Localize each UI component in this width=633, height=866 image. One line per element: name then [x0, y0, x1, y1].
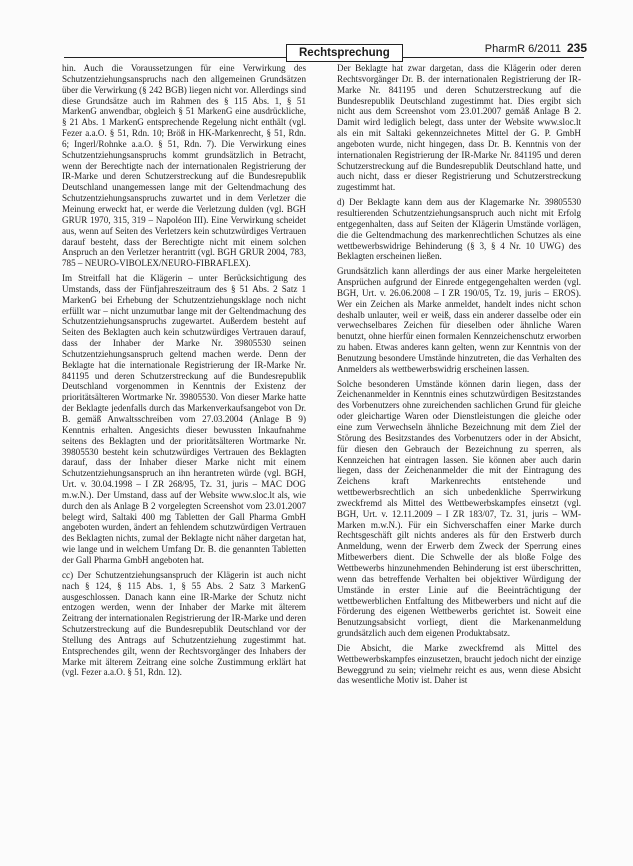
paragraph: Im Streitfall hat die Klägerin – unter Berücksichtigung des Umstands, dass der Fünfjahreszeitraum des § 51 Abs. 2 Satz 1 MarkenG bei Erhebung der Schutzentziehungsklage noch nicht erfüllt war – nicht unzumutbar lange mit der Geltendmachung des Schutzentziehungsanspruchs zugewartet. Außerdem besteht auf Seiten des Beklagten auch kein schutzwürdiges Vertrauen darauf, dass der Inhaber der Marke Nr. 39805530 seinen Schutzentziehungsanspruch geltend machen werde. Denn der Beklagte hat die internationale Registrierung der IR-Marke Nr. 841195 und deren Schutzerstreckung auf die Bundesrepublik Deutschland vorgenommen in Kenntnis der Existenz der prioritätsälteren Wortmarke Nr. 39805530. Von dieser Marke hatte der Beklagte jedenfalls durch das Markenverkaufsangebot von Dr. B. gemäß Anwaltsschreiben vom 27.03.2004 (Anlage B 9) Kenntnis erhalten. Angesichts dieser bewussten Inkaufnahme seitens des Beklagten und der prioritätsälteren Wortmarke Nr. 39805530 besteht kein schutzwürdiges Vertrauen des Beklagten darauf, dass der Inhaber dieser Marke nicht mit einem Schutzentziehungsanspruch an ihn herantreten würde (vgl. BGH, Urt. v. 30.04.1998 – I ZR 268/95, Tz. 31, juris – MAC DOG m.w.N.). Der Umstand, dass auf der Website www.sloc.lt als, wie durch den als Anlage B 2 vorgelegten Screenshot vom 23.01.2007 belegt wird, Saltaki 400 mg Tabletten der Gall Pharma GmbH angeboten wurden, ändert an fehlendem schutzwürdigen Vertrauen des Beklagten nichts, zumal der Beklagte nicht näher dargetan hat, wie lange und in welchem Umfang Dr. B. die genannten Tabletten der Gall Pharma GmbH angeboten hat. [62, 273, 306, 565]
paragraph: Solche besonderen Umstände können darin liegen, dass der Zeichenanmelder in Kenntnis eines schutzwürdigen Besitzstandes des Vorbenutzers ohne zureichenden sachlichen Grund für gleiche oder gleichartige Waren oder Dienstleistungen die gleiche oder eine zum Verwechseln ähnliche Bezeichnung mit dem Ziel der Störung des Besitzstandes des Vorbenutzers oder in der Absicht, für diesen den Gebrauch der Bezeichnung zu sperren, als Kennzeichen hat eintragen lassen. Sie können aber auch darin liegen, dass der Zeichenanmelder die mit der Eintragung des Zeichens kraft Markenrechts entstehende und wettbewerbsrechtlich an sich unbedenkliche Sperrwirkung zweckfremd als Mittel des Wettbewerbskampfes einsetzt (vgl. BGH, Urt. v. 12.11.2009 – I ZR 183/07, Tz. 31, juris – WM-Marken m.w.N.). Für ein Sichverschaffen einer Marke durch Rechtsgeschäft gilt nichts anderes als für den Erstwerb durch Anmeldung, wenn der Erwerb dem Zweck der Sperrung eines Mitbewerbers dient. Die Schwelle der als bloße Folge des Wettbewerbs hinzunehmenden Behinderung ist erst überschritten, wenn das betreffende Verhalten bei objektiver Würdigung der Umstände in erster Linie auf die Beeinträchtigung der wettbewerblichen Entfaltung des Mitbewerbers und nicht auf die Förderung des eigenen Wettbewerbs gerichtet ist. Soweit eine Benutzungsabsicht vorliegt, dient die Markenanmeldung grundsätzlich auch dem eigenen Produktabsatz. [337, 378, 581, 639]
right-column [337, 63, 581, 690]
paragraph: hin. Auch die Voraussetzungen für eine Verwirkung des Schutzentziehungsanspruchs nach den allgemeinen Grundsätzen über die Verwirkung (§ 242 BGB) liegen nicht vor. Allerdings sind diese Grundsätze auch im Rahmen des § 115 Abs. 1, § 51 MarkenG anwendbar, obgleich § 51 MarkenG eine ausdrückliche, § 21 Abs. 1 MarkenG entsprechende Regelung nicht enthält (vgl. Fezer a.a.O. § 51, Rdn. 10; Bröß in HK-Markenrecht, § 51, Rdn. 6; Ingerl/Rohnke a.a.O. § 51, Rdn. 7). Die Verwirkung eines Schutzentziehungsanspruchs kommt grundsätzlich in Betracht, wenn der Berechtigte nach der internationalen Registrierung der IR-Marke und deren Schutzerstreckung auf die Bundesrepublik Deutschland unangemessen lange mit der Geltendmachung des Schutzentziehungsanspruchs zuwartet und in dem Verletzer die Meinung erweckt hat, er werde die Verletzung dulden (vgl. BGH GRUR 1970, 315, 319 – Napoléon III). Eine Verwirkung scheidet aus, wenn auf Seiten des Verletzers kein schutzwürdiges Vertrauen darauf besteht, dass der Berechtigte nicht mit einem solchen Anspruch an den Verletzer herantritt (vgl. BGH GRUR 2004, 783, 785 – NEURO-VIBOLEX/NEURO-FIBRAFLEX). [62, 63, 306, 269]
paragraph: Die Absicht, die Marke zweckfremd als Mittel des Wettbewerbskampfes einzusetzen, braucht jedoch nicht der einzige Beweggrund zu sein; vielmehr reicht es aus, wenn diese Absicht das wesentliche Motiv ist. Daher ist [337, 642, 581, 686]
paragraph: Der Beklagte hat zwar dargetan, dass die Klägerin oder deren Rechtsvorgänger Dr. B. der internationalen Registrierung der IR-Marke Nr. 841195 und deren Schutzerstreckung auf die Bundesrepublik Deutschland zugestimmt hat. Dies ergibt sich nicht aus dem Screenshot vom 23.01.2007 gemäß Anlage B 2. Damit wird lediglich belegt, dass unter der Website www.sloc.lt als ein mit Saltaki gekennzeichnetes Mittel der G. P. GmbH angeboten wurde, nicht hingegen, dass Dr. B. Kenntnis von der internationalen Registrierung der IR-Marke Nr. 841195 und deren Schutzerstreckung auf die Bundesrepublik Deutschland hatte, und auch nicht, dass er dieser Registrierung und Schutzerstreckung zugestimmt hat. [337, 63, 581, 193]
page-number: 235 [566, 41, 587, 55]
section-title: Rechtsprechung [286, 44, 403, 62]
paragraph: d) Der Beklagte kann dem aus der Klagemarke Nr. 39805530 resultierenden Schutzentziehungsanspruch auch nicht mit Erfolg entgegenhalten, dass auf Seiten der Klägerin Umstände vorlägen, die die Geltendmachung des markenrechtlichen Schutzes als eine wettbewerbswidrige Behinderung (§ 3, § 4 Nr. 10 UWG) des Beklagten erscheinen ließen. [337, 197, 581, 262]
left-column [62, 63, 306, 682]
journal-issue: PharmR 6/2011 [484, 43, 561, 55]
paragraph: cc) Der Schutzentziehungsanspruch der Klägerin ist auch nicht nach § 124, § 115 Abs. 1, § 55 Abs. 2 Satz 3 MarkenG ausgeschlossen. Danach kann eine IR-Marke der Schutz nicht entzogen werden, wenn der Inhaber der Marke mit älterem Zeitrang der internationalen Registrierung der IR-Marke und deren Schutzerstreckung auf die Bundesrepublik Deutschland vor der Stellung des Antrags auf Schutzentziehung zugestimmt hat. Entsprechendes gilt, wenn der Rechtsvorgänger des Inhabers der Marke mit älterem Zeitrang eine solche Zustimmung erklärt hat (vgl. Fezer a.a.O. § 51, Rdn. 12). [62, 569, 306, 678]
running-head [485, 41, 587, 56]
paragraph: Grundsätzlich kann allerdings der aus einer Marke hergeleiteten Ansprüchen aufgrund der Einrede entgegengehalten werden (vgl. BGH, Urt. v. 26.06.2008 – I ZR 190/05, Tz. 19, juris – EROS). Wer ein Zeichen als Marke anmeldet, handelt indes nicht schon deshalb unlauter, weil er weiß, dass ein anderer dasselbe oder ein verwechselbares Zeichen für dieselben oder ähnliche Waren benutzt, ohne hierfür einen formalen Kennzeichenschutz erworben zu haben. Etwas anderes kann gelten, wenn zur Kenntnis von der Benutzung besondere Umstände hinzutreten, die das Verhalten des Anmelders als wettbewerbswidrig erscheinen lassen. [337, 266, 581, 374]
